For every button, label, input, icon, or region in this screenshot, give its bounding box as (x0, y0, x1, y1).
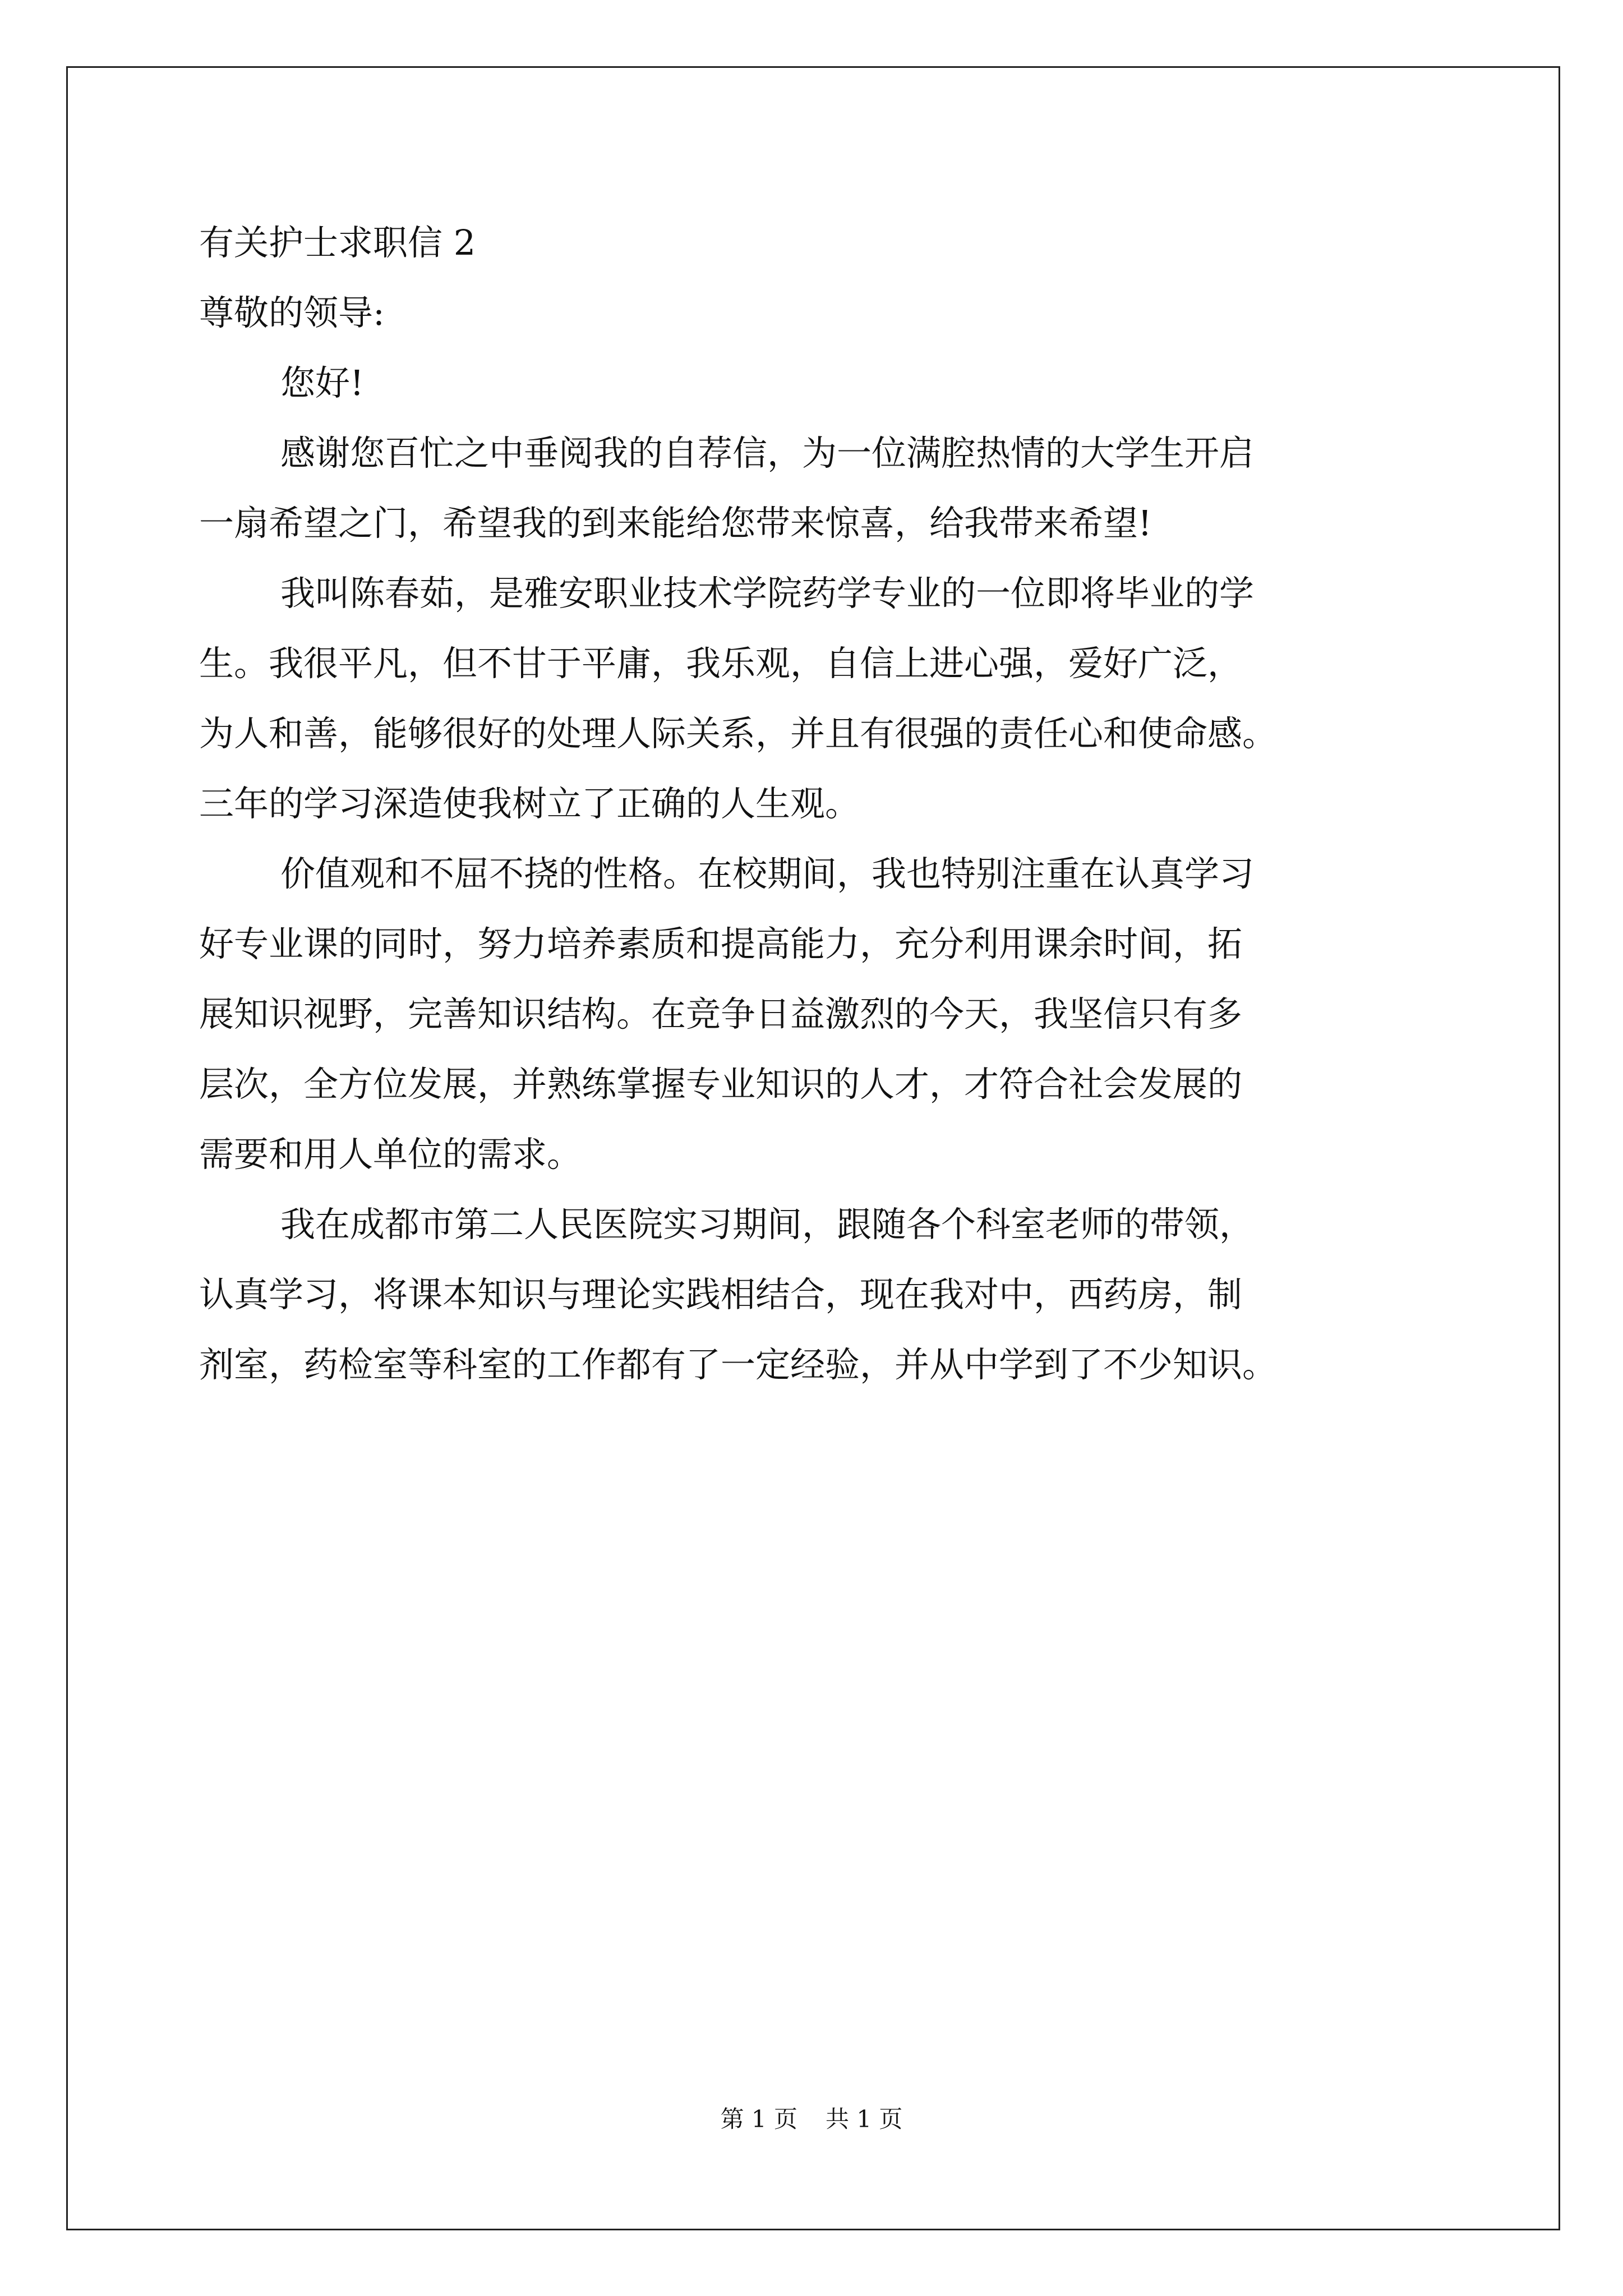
paragraph-3 (199, 839, 1483, 1189)
salutation: 尊敬的领导: (199, 292, 385, 333)
paragraph-line: 三年的学习深造使我树立了正确的人生观。 (199, 783, 860, 824)
paragraph-line: 一扇希望之门，希望我的到来能给您带来惊喜，给我带来希望! (199, 503, 1152, 544)
letter-title: 有关护士求职信 2 (199, 222, 476, 263)
paragraph-line: 价值观和不屈不挠的性格。在校期间，我也特别注重在认真学习 (280, 853, 1255, 894)
paragraph-line: 需要和用人单位的需求。 (199, 1134, 582, 1175)
paragraph-line: 展知识视野，完善知识结构。在竞争日益激烈的今天，我坚信只有多 (199, 993, 1243, 1034)
paragraph-2 (199, 558, 1483, 839)
paragraph-1 (199, 418, 1483, 558)
paragraph-line: 认真学习，将课本知识与理论实践相结合，现在我对中，西药房，制 (199, 1274, 1243, 1315)
paragraph-line: 我在成都市第二人民医院实习期间，跟随各个科室老师的带领， (280, 1204, 1255, 1245)
greeting: 您好! (280, 362, 364, 403)
page-number-total: 共 1 页 (826, 2105, 903, 2133)
paragraph-line: 层次，全方位发展，并熟练掌握专业知识的人才，才符合社会发展的 (199, 1064, 1243, 1105)
page-footer (0, 2101, 1623, 2134)
paragraph-line: 感谢您百忙之中垂阅我的自荐信，为一位满腔热情的大学生开启 (280, 432, 1255, 473)
letter-body (199, 208, 1483, 1400)
paragraph-line: 我叫陈春茹，是雅安职业技术学院药学专业的一位即将毕业的学 (280, 573, 1255, 614)
paragraph-4 (199, 1189, 1483, 1400)
paragraph-line: 生。我很平凡，但不甘于平庸，我乐观，自信上进心强，爱好广泛， (199, 643, 1243, 684)
page-number-current: 第 1 页 (720, 2105, 797, 2133)
paragraph-line: 剂室，药检室等科室的工作都有了一定经验，并从中学到了不少知识。 (199, 1344, 1278, 1385)
paragraph-line: 好专业课的同时，努力培养素质和提高能力，充分利用课余时间，拓 (199, 923, 1243, 964)
paragraph-line: 为人和善，能够很好的处理人际关系，并且有很强的责任心和使命感。 (199, 713, 1278, 754)
